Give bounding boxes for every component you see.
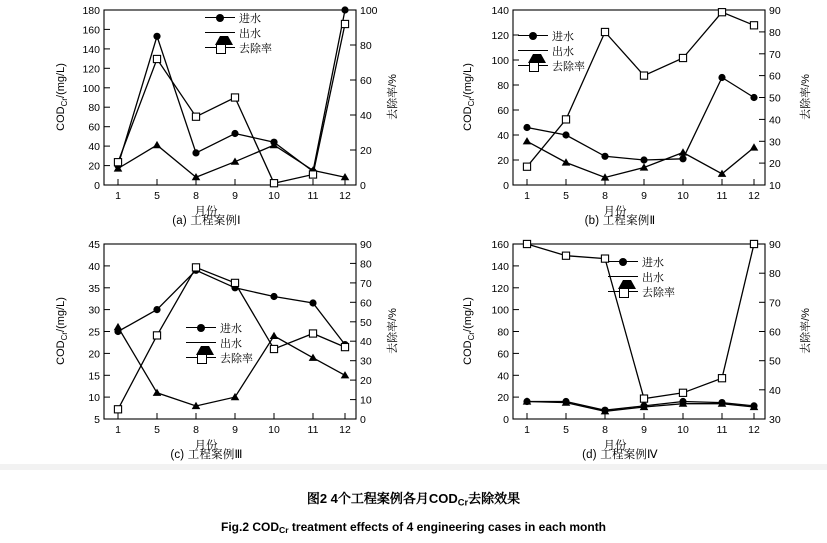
svg-text:CODCr/(mg/L): $COD_{Cr}/(mg/L)$ (55, 63, 69, 131)
svg-text:25: 25 (88, 326, 100, 339)
svg-text:11: 11 (716, 424, 728, 436)
chart-panel-d (413, 232, 827, 470)
svg-text:80: 80 (769, 268, 781, 281)
svg-text:140: 140 (82, 43, 100, 56)
legend-marker-circle-icon (186, 322, 216, 334)
svg-text:15: 15 (88, 370, 100, 383)
svg-text:20: 20 (88, 348, 100, 361)
svg-text:10: 10 (769, 180, 781, 192)
panel-caption-d: (d) 工程案例Ⅳ (582, 449, 658, 461)
svg-text:80: 80 (360, 258, 372, 271)
legend-label-removal: 去除率 (642, 286, 675, 299)
legend-marker-square-icon (608, 286, 638, 298)
svg-text:160: 160 (491, 239, 509, 251)
svg-text:20: 20 (497, 155, 509, 167)
svg-text:100: 100 (82, 82, 100, 95)
legend-marker-circle-icon (608, 256, 638, 268)
svg-text:5: 5 (563, 424, 569, 436)
svg-text:12: 12 (748, 424, 760, 436)
svg-text:40: 40 (360, 110, 372, 122)
figure-title-cn-sub: Cr (457, 497, 469, 508)
svg-text:140: 140 (491, 5, 509, 17)
svg-text:40: 40 (360, 336, 372, 349)
legend-d (608, 254, 675, 299)
svg-text:CODCr/(mg/L): $COD_{Cr}/(mg/L)$ (55, 297, 69, 365)
legend-marker-square-icon (186, 352, 216, 364)
legend-a (205, 10, 272, 55)
svg-text:20: 20 (769, 158, 781, 171)
svg-text:120: 120 (491, 30, 509, 42)
legend-item-influent (205, 10, 272, 25)
svg-text:9: 9 (232, 424, 238, 436)
svg-text:去除率/%: 去除率/% (800, 308, 812, 354)
svg-text:40: 40 (88, 141, 100, 154)
svg-text:100: 100 (491, 304, 509, 317)
svg-text:10: 10 (268, 190, 280, 202)
svg-text:1: 1 (524, 190, 530, 202)
svg-text:70: 70 (360, 277, 372, 290)
svg-text:5: 5 (154, 190, 160, 202)
figure-title-en-post: treatment effects of 4 engineering cases in each month (288, 520, 607, 534)
svg-text:5: 5 (563, 190, 569, 202)
figure-title-en (0, 520, 827, 535)
panel-caption-a: (a) 工程案例Ⅰ (172, 215, 241, 227)
legend-marker-triangle-icon (608, 271, 638, 283)
svg-text:9: 9 (641, 190, 647, 202)
legend-label-influent: 进水 (552, 30, 574, 43)
legend-marker-triangle-icon (205, 27, 235, 39)
svg-text:10: 10 (268, 424, 280, 436)
svg-text:90: 90 (360, 239, 372, 251)
legend-marker-circle-icon (518, 30, 548, 42)
legend-label-influent: 进水 (220, 322, 242, 335)
svg-text:60: 60 (360, 297, 372, 310)
legend-c (186, 320, 253, 365)
svg-text:70: 70 (769, 48, 781, 61)
svg-text:35: 35 (88, 282, 100, 295)
legend-marker-circle-icon (205, 12, 235, 24)
svg-text:9: 9 (641, 424, 647, 436)
figure-title-en-sub: Cr (279, 525, 289, 536)
svg-text:去除率/%: 去除率/% (387, 74, 399, 120)
svg-text:月份: 月份 (194, 206, 218, 218)
svg-text:5: 5 (94, 414, 100, 426)
svg-text:20: 20 (497, 392, 509, 405)
svg-text:10: 10 (677, 424, 689, 436)
legend-b (518, 28, 585, 73)
legend-item-influent (608, 254, 675, 269)
legend-item-influent (186, 320, 253, 335)
svg-text:1: 1 (115, 190, 121, 202)
svg-text:40: 40 (769, 114, 781, 127)
svg-text:80: 80 (497, 80, 509, 92)
svg-text:30: 30 (769, 414, 781, 426)
svg-text:30: 30 (360, 355, 372, 368)
svg-text:80: 80 (360, 40, 372, 52)
legend-item-removal (205, 40, 272, 55)
legend-marker-triangle-icon (518, 45, 548, 57)
svg-text:12: 12 (339, 424, 351, 436)
svg-text:140: 140 (491, 260, 509, 273)
legend-item-effluent (205, 25, 272, 40)
panel-caption-b: (b) 工程案例Ⅱ (584, 215, 656, 227)
svg-text:CODCr/(mg/L): $COD_{Cr}/(mg/L)$ (462, 63, 476, 131)
legend-item-effluent (608, 269, 675, 284)
svg-text:11: 11 (307, 190, 319, 202)
svg-text:45: 45 (88, 239, 100, 251)
svg-text:80: 80 (88, 102, 100, 115)
chart-panel-b (413, 0, 827, 230)
svg-text:30: 30 (88, 304, 100, 317)
legend-label-removal: 去除率 (552, 60, 585, 73)
svg-text:60: 60 (497, 348, 509, 361)
svg-text:120: 120 (491, 282, 509, 295)
svg-text:50: 50 (769, 92, 781, 105)
svg-text:0: 0 (360, 180, 366, 192)
svg-text:8: 8 (602, 424, 608, 436)
svg-text:60: 60 (88, 121, 100, 134)
svg-text:10: 10 (677, 190, 689, 202)
legend-label-removal: 去除率 (220, 352, 253, 365)
svg-text:11: 11 (307, 424, 319, 436)
legend-label-effluent: 出水 (552, 45, 574, 58)
legend-item-removal (608, 284, 675, 299)
svg-text:60: 60 (497, 105, 509, 117)
svg-text:8: 8 (602, 190, 608, 202)
legend-label-effluent: 出水 (642, 271, 664, 284)
figure-title-en-pre: Fig.2 COD (220, 520, 279, 534)
legend-label-effluent: 出水 (239, 27, 261, 40)
legend-label-effluent: 出水 (220, 337, 242, 350)
legend-item-effluent (186, 335, 253, 350)
svg-text:180: 180 (82, 5, 100, 17)
panel-caption-c: (c) 工程案例Ⅲ (170, 449, 243, 461)
legend-item-effluent (518, 43, 585, 58)
svg-text:20: 20 (360, 375, 372, 388)
svg-text:40: 40 (769, 384, 781, 397)
svg-text:去除率/%: 去除率/% (387, 308, 399, 354)
chart-panel-a (0, 0, 413, 230)
svg-text:0: 0 (360, 414, 366, 426)
svg-text:1: 1 (524, 424, 530, 436)
svg-text:10: 10 (360, 394, 372, 407)
svg-text:40: 40 (497, 370, 509, 383)
svg-text:60: 60 (360, 75, 372, 87)
svg-text:月份: 月份 (603, 206, 627, 218)
svg-text:8: 8 (193, 190, 199, 202)
figure-footer (0, 470, 827, 543)
svg-text:70: 70 (769, 297, 781, 310)
svg-text:0: 0 (94, 180, 100, 192)
svg-text:30: 30 (769, 136, 781, 149)
svg-text:120: 120 (82, 63, 100, 76)
svg-text:月份: 月份 (603, 440, 627, 452)
legend-item-removal (518, 58, 585, 73)
chart-b-svg (413, 0, 827, 230)
svg-text:50: 50 (360, 316, 372, 329)
svg-text:40: 40 (497, 130, 509, 142)
svg-text:5: 5 (154, 424, 160, 436)
svg-text:10: 10 (88, 392, 100, 405)
svg-text:60: 60 (769, 70, 781, 83)
figure-title-cn-pre: 图2 4个工程案例各月COD (306, 491, 458, 506)
svg-text:12: 12 (339, 190, 351, 202)
svg-text:60: 60 (769, 326, 781, 339)
svg-text:20: 20 (360, 145, 372, 157)
legend-label-influent: 进水 (642, 256, 664, 269)
svg-text:90: 90 (769, 5, 781, 17)
svg-text:11: 11 (716, 190, 728, 202)
svg-text:月份: 月份 (194, 440, 218, 452)
legend-label-influent: 进水 (239, 12, 261, 25)
svg-text:20: 20 (88, 160, 100, 173)
svg-text:160: 160 (82, 24, 100, 37)
figure-title-cn (0, 488, 827, 507)
svg-text:0: 0 (503, 414, 509, 426)
legend-marker-square-icon (518, 60, 548, 72)
svg-text:80: 80 (497, 326, 509, 339)
legend-item-influent (518, 28, 585, 43)
legend-label-removal: 去除率 (239, 42, 272, 55)
svg-text:1: 1 (115, 424, 121, 436)
legend-marker-triangle-icon (186, 337, 216, 349)
svg-text:90: 90 (769, 239, 781, 251)
legend-marker-square-icon (205, 42, 235, 54)
svg-text:CODCr/(mg/L): $COD_{Cr}/(mg/L)$ (462, 297, 476, 365)
svg-text:40: 40 (88, 260, 100, 273)
svg-text:80: 80 (769, 26, 781, 39)
figure-title-cn-post: 去除效果 (468, 491, 521, 506)
svg-text:9: 9 (232, 190, 238, 202)
svg-text:8: 8 (193, 424, 199, 436)
legend-item-removal (186, 350, 253, 365)
chart-panel-c (0, 232, 413, 470)
svg-text:100: 100 (491, 55, 509, 67)
svg-text:0: 0 (503, 180, 509, 192)
svg-text:12: 12 (748, 190, 760, 202)
svg-text:去除率/%: 去除率/% (800, 74, 812, 120)
svg-text:100: 100 (360, 5, 378, 17)
svg-text:50: 50 (769, 355, 781, 368)
